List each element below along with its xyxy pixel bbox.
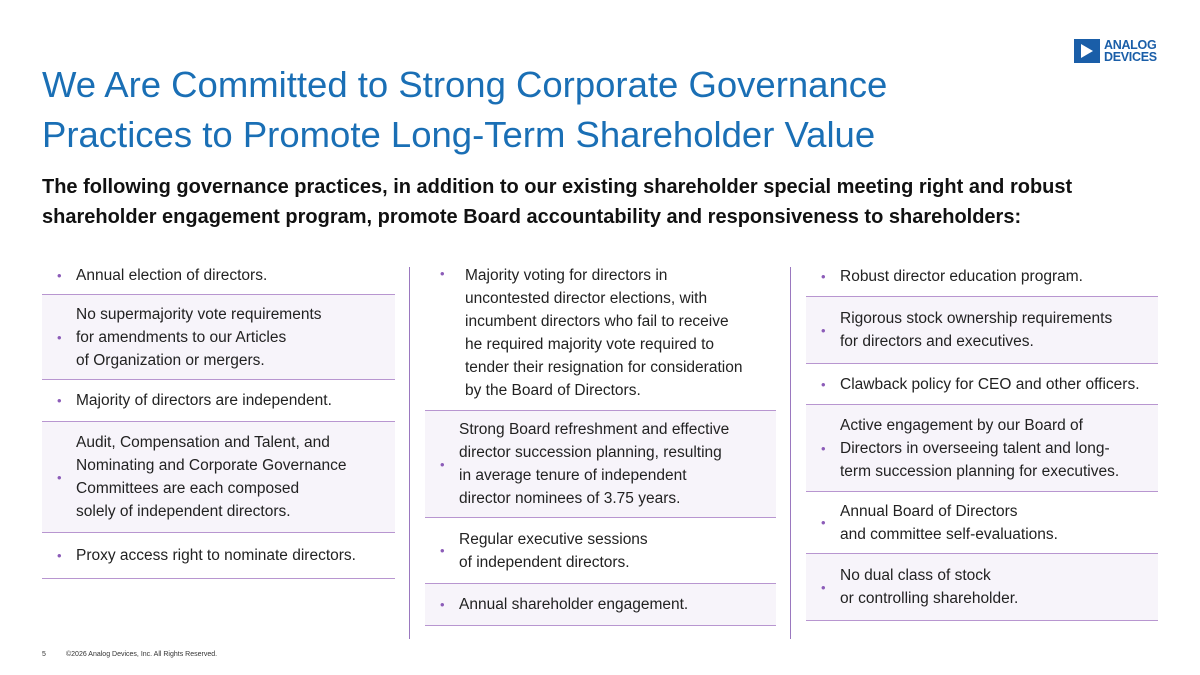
governance-item <box>425 256 776 411</box>
governance-item-line: Nominating and Corporate Governance <box>76 457 347 474</box>
governance-item-line: for directors and executives. <box>840 333 1034 350</box>
bullet-icon: • <box>57 469 62 485</box>
bullet-icon: • <box>821 268 826 284</box>
bullet-icon: • <box>440 266 445 281</box>
governance-item <box>42 256 395 295</box>
governance-column-3 <box>806 256 1158 621</box>
column-divider <box>790 267 791 639</box>
bullet-icon: • <box>440 597 445 612</box>
governance-item-line: Annual election of directors. <box>76 266 268 284</box>
governance-item-line: Directors in overseeing talent and long- <box>840 439 1110 457</box>
column-divider <box>409 267 410 639</box>
bullet-icon: • <box>821 515 826 530</box>
bullet-icon: • <box>821 376 826 392</box>
logo-wordmark <box>1104 39 1157 63</box>
governance-item-line: Annual Board of Directors <box>840 502 1018 520</box>
governance-item-line: Proxy access right to nominate directors. <box>76 547 356 564</box>
governance-item-line: incumbent directors who fail to receive <box>465 313 729 330</box>
governance-item-line: No dual class of stock <box>840 567 991 584</box>
governance-item-text <box>465 264 742 402</box>
governance-item <box>425 411 776 518</box>
governance-item-line: Robust director education program. <box>840 267 1083 285</box>
governance-item-line: term succession planning for executives. <box>840 462 1120 480</box>
analog-devices-logo <box>1074 39 1157 63</box>
governance-item-text <box>76 544 356 567</box>
title-line2: Practices to Promote Long-Term Shareholder Value <box>42 114 876 155</box>
governance-item <box>806 364 1158 405</box>
bullet-icon: • <box>57 267 62 283</box>
copyright-notice: ©2026 Analog Devices, Inc. All Rights Reserved. <box>66 651 218 658</box>
bullet-icon: • <box>57 393 62 408</box>
governance-item-text <box>76 303 322 372</box>
governance-item-line: Annual shareholder engagement. <box>459 596 689 613</box>
governance-item-line: tender their resignation for consideration <box>465 359 743 376</box>
governance-item-text <box>840 564 1018 610</box>
governance-item-line: uncontested director elections, with <box>465 290 708 307</box>
governance-item <box>806 297 1158 364</box>
page-subtitle <box>42 172 1172 232</box>
governance-item-line: and committee self-evaluations. <box>840 525 1058 543</box>
governance-item-line: director succession planning, resulting <box>459 444 722 461</box>
governance-item-line: by the Board of Directors. <box>465 382 641 399</box>
governance-item-line: Majority of directors are independent. <box>76 392 332 409</box>
governance-item-text <box>840 307 1112 353</box>
governance-item <box>425 584 776 626</box>
governance-item-text <box>76 431 347 523</box>
governance-item-line: Audit, Compensation and Talent, and <box>76 434 330 451</box>
bullet-icon: • <box>440 543 445 558</box>
logo-triangle-icon <box>1074 39 1100 63</box>
governance-item-line: he required majority vote required to <box>465 336 714 353</box>
bullet-icon: • <box>57 548 62 563</box>
governance-item <box>425 518 776 584</box>
governance-item-line: or controlling shareholder. <box>840 590 1019 607</box>
governance-item <box>806 256 1158 297</box>
governance-item-text <box>840 265 1083 288</box>
governance-item-line: Clawback policy for CEO and other officers. <box>840 375 1140 393</box>
governance-item-text <box>840 373 1140 396</box>
governance-item <box>42 533 395 579</box>
bullet-icon: • <box>440 456 445 472</box>
governance-item-line: solely of independent directors. <box>76 503 291 520</box>
subtitle-line1: The following governance practices, in addition to our existing shareholder special meeting right and robust <box>42 176 1073 198</box>
governance-item <box>42 380 395 422</box>
logo-line1: ANALOG <box>1104 38 1157 52</box>
governance-item-line: Regular executive sessions <box>459 530 648 548</box>
governance-item <box>806 405 1158 492</box>
governance-item <box>42 422 395 533</box>
bullet-icon: • <box>821 440 826 456</box>
bullet-icon: • <box>57 329 62 345</box>
governance-item-line: director nominees of 3.75 years. <box>459 490 681 507</box>
subtitle-line2: shareholder engagement program, promote Board accountability and responsiveness to shareholders: <box>42 206 1022 228</box>
governance-item <box>806 554 1158 621</box>
page-title <box>42 60 1042 160</box>
logo-line2: DEVICES <box>1104 50 1157 64</box>
bullet-icon: • <box>821 322 826 338</box>
governance-item-text <box>840 414 1119 483</box>
page-number: 5 <box>42 651 46 658</box>
governance-item-line: Rigorous stock ownership requirements <box>840 310 1113 327</box>
title-line1: We Are Committed to Strong Corporate Governance <box>42 64 888 105</box>
governance-item-line: of Organization or mergers. <box>76 351 265 369</box>
governance-item-line: Majority voting for directors in <box>465 267 668 284</box>
governance-item-line: Active engagement by our Board of <box>840 416 1083 434</box>
governance-item-text <box>459 593 688 616</box>
bullet-icon: • <box>821 579 826 595</box>
governance-column-2 <box>425 256 776 626</box>
governance-item-line: of independent directors. <box>459 553 630 571</box>
governance-column-1 <box>42 256 395 579</box>
governance-item <box>806 492 1158 554</box>
governance-item-line: for amendments to our Articles <box>76 328 287 346</box>
governance-item-text <box>76 264 267 287</box>
governance-item-text <box>459 418 729 510</box>
governance-item-text <box>840 500 1058 546</box>
governance-item-line: Committees are each composed <box>76 480 300 497</box>
governance-item <box>42 295 395 380</box>
governance-item-line: No supermajority vote requirements <box>76 305 322 323</box>
governance-item-text <box>459 528 648 574</box>
governance-item-line: Strong Board refreshment and effective <box>459 421 730 438</box>
governance-item-line: in average tenure of independent <box>459 467 687 484</box>
governance-item-text <box>76 389 332 412</box>
